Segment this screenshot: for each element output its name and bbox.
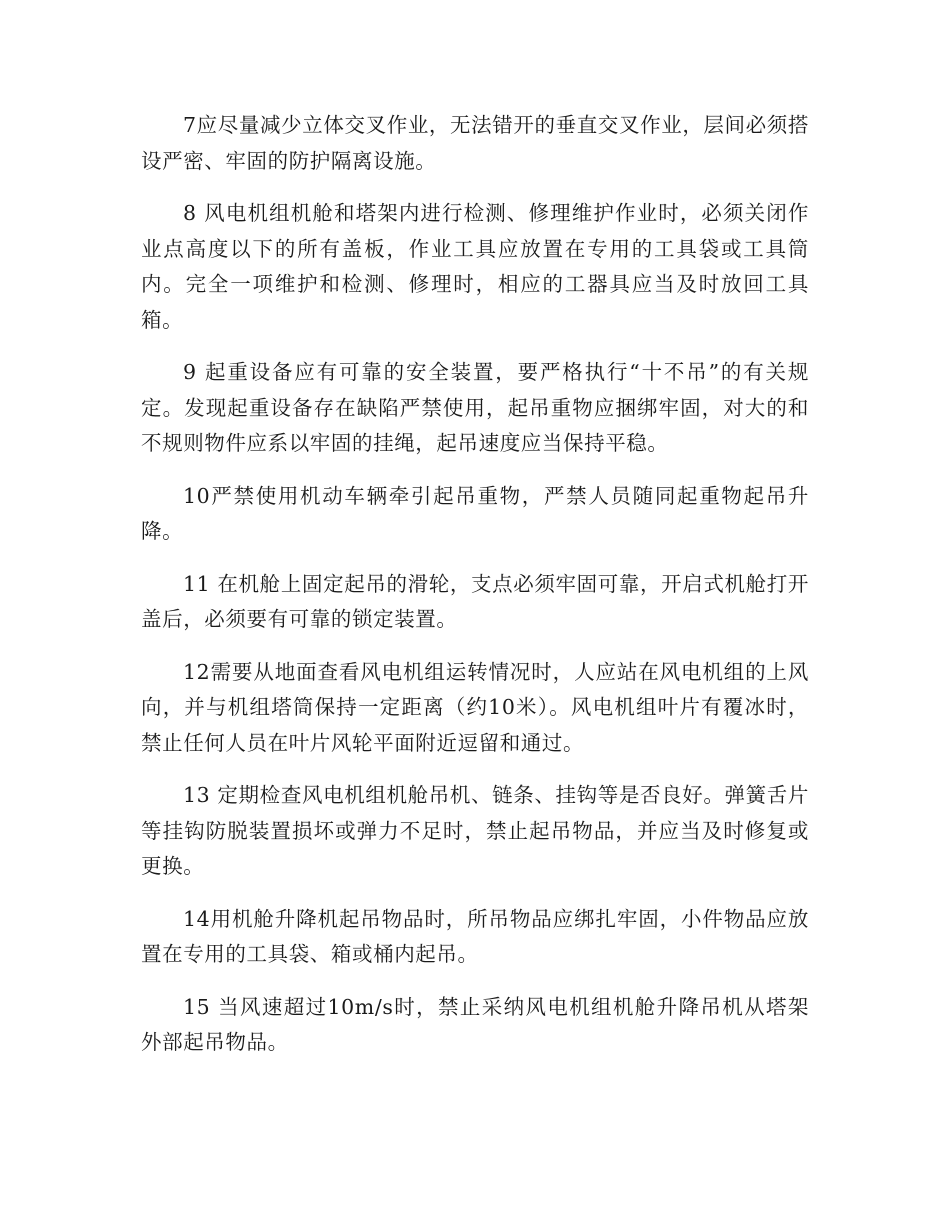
paragraph-10: 10严禁使用机动车辆牵引起吊重物，严禁人员随同起重物起吊升降。 [141,483,809,543]
paragraph-15: 15 当风速超过10m/s时，禁止采纳风电机组机舱升降吊机从塔架外部起吊物品。 [141,994,809,1054]
paragraph-8: 8 风电机组机舱和塔架内进行检测、修理维护作业时，必须关闭作业点高度以下的所有盖板，作业工具应放置在专用的工具袋或工具筒内。完全一项维护和检测、修理时，相应的工器具应当及时放回工具箱。 [141,201,809,332]
paragraph-7: 7应尽量减少立体交叉作业，无法错开的垂直交叉作业，层间必须搭设严密、牢固的防护隔离设施。 [141,113,809,173]
paragraph-12: 12需要从地面查看风电机组运转情况时，人应站在风电机组的上风向，并与机组塔筒保持一定距离（约10米）。风电机组叶片有覆冰时，禁止任何人员在叶片风轮平面附近逗留和通过。 [141,659,809,755]
paragraph-9: 9 起重设备应有可靠的安全装置，要严格执行“十不吊”的有关规定。发现起重设备存在缺陷严禁使用，起吊重物应捆绑牢固，对大的和不规则物件应系以牢固的挂绳，起吊速度应当保持平稳。 [141,360,809,455]
document-body [141,108,809,1078]
paragraph-14: 14用机舱升降机起吊物品时，所吊物品应绑扎牢固，小件物品应放置在专用的工具袋、箱或桶内起吊。 [141,906,809,966]
paragraph-11: 11 在机舱上固定起吊的滑轮，支点必须牢固可靠，开启式机舱打开盖后，必须要有可靠的锁定装置。 [141,571,809,631]
paragraph-13: 13 定期检查风电机组机舱吊机、链条、挂钩等是否良好。弹簧舌片等挂钩防脱装置损坏或弹力不足时，禁止起吊物品，并应当及时修复或更换。 [141,783,809,878]
